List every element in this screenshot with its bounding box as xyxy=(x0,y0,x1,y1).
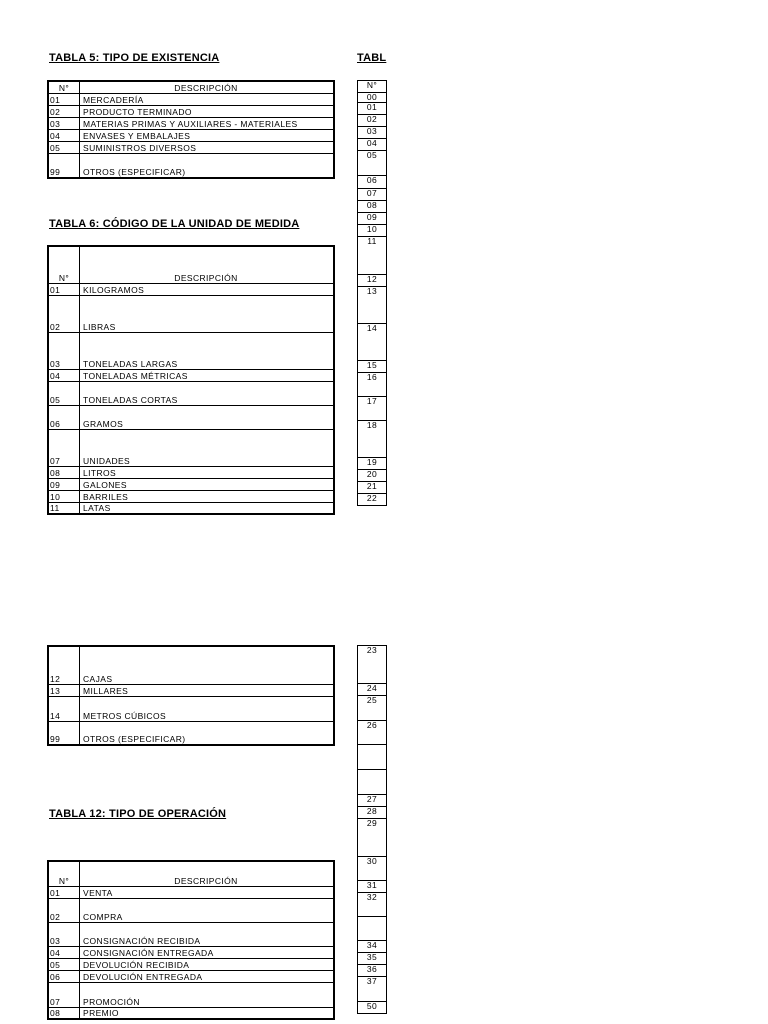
table-header-row xyxy=(48,246,334,283)
row-desc: DEVOLUCIÓN ENTREGADA xyxy=(80,970,335,982)
table-row xyxy=(48,721,334,745)
header-n: N° xyxy=(48,246,80,283)
row-code: 14 xyxy=(48,696,80,721)
side-row xyxy=(358,977,387,1002)
side-code: 25 xyxy=(358,696,387,721)
side-table-header xyxy=(358,81,387,93)
row-desc: LITROS xyxy=(80,466,335,478)
row-code: 13 xyxy=(48,684,80,696)
side-row xyxy=(358,397,387,421)
side-code: 22 xyxy=(366,493,378,503)
side-code: 34 xyxy=(358,941,387,953)
row-desc: CONSIGNACIÓN RECIBIDA xyxy=(80,922,335,946)
table-header-row xyxy=(48,861,334,886)
table-row xyxy=(48,982,334,1007)
side-row xyxy=(358,201,387,213)
side-code: 15 xyxy=(358,361,387,373)
row-code: 04 xyxy=(48,946,80,958)
row-desc: KILOGRAMOS xyxy=(80,283,335,295)
table-row xyxy=(48,295,334,332)
side-code: 12 xyxy=(358,275,387,287)
side-code: 27 xyxy=(358,795,387,807)
side-row xyxy=(358,127,387,139)
row-code: 02 xyxy=(48,105,80,117)
row-code: 02 xyxy=(48,295,80,332)
side-code: 11 xyxy=(358,237,387,275)
side-code: 13 xyxy=(358,287,387,324)
row-desc: COMPRA xyxy=(80,898,335,922)
side-row xyxy=(358,745,387,770)
side-code: 19 xyxy=(358,458,387,470)
side-row xyxy=(358,721,387,745)
row-code: 08 xyxy=(48,466,80,478)
side-row xyxy=(358,151,387,176)
side-code: 36 xyxy=(358,965,387,977)
side-row xyxy=(358,941,387,953)
header-desc: DESCRIPCIÓN xyxy=(80,246,335,283)
side-code: 26 xyxy=(358,721,387,745)
row-code: 09 xyxy=(48,478,80,490)
side-row xyxy=(358,893,387,917)
row-code: 04 xyxy=(48,129,80,141)
table-row xyxy=(48,946,334,958)
side-code: 08 xyxy=(358,201,387,213)
row-code: 06 xyxy=(48,405,80,429)
side-row xyxy=(358,324,387,361)
row-desc: TONELADAS LARGAS xyxy=(80,332,335,369)
side-row xyxy=(358,275,387,287)
table-row xyxy=(48,958,334,970)
side-code: 10 xyxy=(358,225,387,237)
row-desc: OTROS (ESPECIFICAR) xyxy=(80,721,335,745)
side-row xyxy=(358,213,387,225)
side-code: 30 xyxy=(358,857,387,881)
side-code: 06 xyxy=(358,176,387,189)
row-code: 99 xyxy=(48,153,80,178)
table-row xyxy=(48,129,334,141)
side-code: 50 xyxy=(366,1001,378,1011)
side-table-bottom xyxy=(357,645,387,1014)
row-code: 05 xyxy=(48,381,80,405)
table-row xyxy=(48,141,334,153)
row-code: 01 xyxy=(48,93,80,105)
table-row xyxy=(48,502,334,514)
side-code: 03 xyxy=(358,127,387,139)
row-code: 06 xyxy=(48,970,80,982)
table-row xyxy=(48,93,334,105)
side-code: 05 xyxy=(358,151,387,176)
side-row xyxy=(358,115,387,127)
side-code: 35 xyxy=(358,953,387,965)
side-row xyxy=(358,470,387,482)
row-code: 10 xyxy=(48,490,80,502)
row-desc: LATAS xyxy=(80,502,335,514)
table-row xyxy=(48,922,334,946)
side-table-top xyxy=(357,80,387,506)
row-code: 11 xyxy=(48,502,80,514)
row-desc: ENVASES Y EMBALAJES xyxy=(80,129,335,141)
table-row xyxy=(48,405,334,429)
table-row xyxy=(48,646,334,684)
side-row xyxy=(358,458,387,470)
row-code: 04 xyxy=(48,369,80,381)
table-header-row xyxy=(48,81,334,93)
side-row xyxy=(358,373,387,397)
row-code: 01 xyxy=(48,886,80,898)
side-row xyxy=(358,696,387,721)
table-row xyxy=(48,429,334,466)
row-desc: UNIDADES xyxy=(80,429,335,466)
row-code: 12 xyxy=(48,646,80,684)
side-code: 17 xyxy=(358,397,387,421)
side-row xyxy=(358,1002,387,1014)
row-code: 01 xyxy=(48,283,80,295)
row-code: 08 xyxy=(48,1007,80,1019)
side-code: 29 xyxy=(358,819,387,857)
side-table-title: TABL xyxy=(357,52,387,64)
row-code: 03 xyxy=(48,332,80,369)
header-n: N° xyxy=(48,81,80,93)
side-row xyxy=(358,287,387,324)
side-code: 31 xyxy=(358,881,387,893)
row-code: 03 xyxy=(48,117,80,129)
table-row xyxy=(48,332,334,369)
row-desc: DEVOLUCIÓN RECIBIDA xyxy=(80,958,335,970)
row-desc: GRAMOS xyxy=(80,405,335,429)
side-row xyxy=(358,965,387,977)
header-n: N° xyxy=(48,861,80,886)
table-row xyxy=(48,1007,334,1019)
side-code: 20 xyxy=(358,470,387,482)
row-code: 02 xyxy=(48,898,80,922)
side-row xyxy=(358,684,387,696)
header-desc: DESCRIPCIÓN xyxy=(80,861,335,886)
tabla5-table xyxy=(47,80,335,179)
table-row xyxy=(48,490,334,502)
row-code: 05 xyxy=(48,958,80,970)
row-desc: MERCADERÍA xyxy=(80,93,335,105)
table-row xyxy=(48,886,334,898)
table-row xyxy=(48,696,334,721)
side-row xyxy=(358,176,387,189)
side-code: 16 xyxy=(358,373,387,397)
side-row xyxy=(358,857,387,881)
table-row xyxy=(48,466,334,478)
side-row xyxy=(358,421,387,458)
side-row xyxy=(358,807,387,819)
table-row xyxy=(48,117,334,129)
side-code xyxy=(358,917,387,941)
row-desc: PRODUCTO TERMINADO xyxy=(80,105,335,117)
tabla12-table xyxy=(47,860,335,1020)
row-desc: LIBRAS xyxy=(80,295,335,332)
side-code: 32 xyxy=(358,893,387,917)
side-row xyxy=(358,819,387,857)
tabla6-table xyxy=(47,245,335,515)
row-desc: VENTA xyxy=(80,886,335,898)
side-code: 00 xyxy=(358,93,387,103)
row-desc: OTROS (ESPECIFICAR) xyxy=(80,153,335,178)
side-code: 09 xyxy=(358,213,387,225)
table-row xyxy=(48,283,334,295)
side-code: 14 xyxy=(358,324,387,361)
side-code: 23 xyxy=(358,646,387,684)
side-row xyxy=(358,225,387,237)
row-desc: CONSIGNACIÓN ENTREGADA xyxy=(80,946,335,958)
side-code: 37 xyxy=(358,977,387,1002)
table-row xyxy=(48,898,334,922)
side-row xyxy=(358,103,387,115)
row-desc: MILLARES xyxy=(80,684,335,696)
side-row xyxy=(358,881,387,893)
row-desc: TONELADAS CORTAS xyxy=(80,381,335,405)
tabla6-title: TABLA 6: CÓDIGO DE LA UNIDAD DE MEDIDA xyxy=(49,218,300,230)
row-desc: BARRILES xyxy=(80,490,335,502)
side-code: 24 xyxy=(358,684,387,696)
side-code: 02 xyxy=(358,115,387,127)
row-desc: SUMINISTROS DIVERSOS xyxy=(80,141,335,153)
side-row xyxy=(358,93,387,103)
tabla12-title: TABLA 12: TIPO DE OPERACIÓN xyxy=(49,808,227,820)
side-row xyxy=(358,494,387,506)
row-code: 03 xyxy=(48,922,80,946)
side-row xyxy=(358,917,387,941)
row-desc: PREMIO xyxy=(80,1007,335,1019)
side-row xyxy=(358,795,387,807)
table-row xyxy=(48,369,334,381)
row-code: 05 xyxy=(48,141,80,153)
row-desc: GALONES xyxy=(80,478,335,490)
row-desc: CAJAS xyxy=(80,646,335,684)
row-desc: MATERIAS PRIMAS Y AUXILIARES - MATERIALES xyxy=(80,117,335,129)
side-code: 07 xyxy=(358,189,387,201)
row-code: 99 xyxy=(48,721,80,745)
row-desc: PROMOCIÓN xyxy=(80,982,335,1007)
table-row xyxy=(48,381,334,405)
side-row xyxy=(358,361,387,373)
side-code: 28 xyxy=(358,807,387,819)
side-row xyxy=(358,237,387,275)
side-row xyxy=(358,189,387,201)
side-row xyxy=(358,953,387,965)
side-code xyxy=(358,770,387,795)
tabla6-continuation-table xyxy=(47,645,335,746)
row-desc: TONELADAS MÉTRICAS xyxy=(80,369,335,381)
side-row xyxy=(358,770,387,795)
header-desc: DESCRIPCIÓN xyxy=(80,81,335,93)
row-code: 07 xyxy=(48,429,80,466)
table-row xyxy=(48,105,334,117)
side-row xyxy=(358,646,387,684)
table-row xyxy=(48,970,334,982)
side-code: 01 xyxy=(358,103,387,115)
row-desc: METROS CÚBICOS xyxy=(80,696,335,721)
side-row xyxy=(358,482,387,494)
table-row xyxy=(48,684,334,696)
table-row xyxy=(48,153,334,178)
side-code xyxy=(358,745,387,770)
row-code: 07 xyxy=(48,982,80,1007)
side-code: 18 xyxy=(358,421,387,458)
side-header-n: N° xyxy=(358,81,387,93)
tabla5-title: TABLA 5: TIPO DE EXISTENCIA xyxy=(49,52,220,64)
side-code: 21 xyxy=(358,482,387,494)
side-code: 04 xyxy=(358,139,387,151)
side-row xyxy=(358,139,387,151)
table-row xyxy=(48,478,334,490)
